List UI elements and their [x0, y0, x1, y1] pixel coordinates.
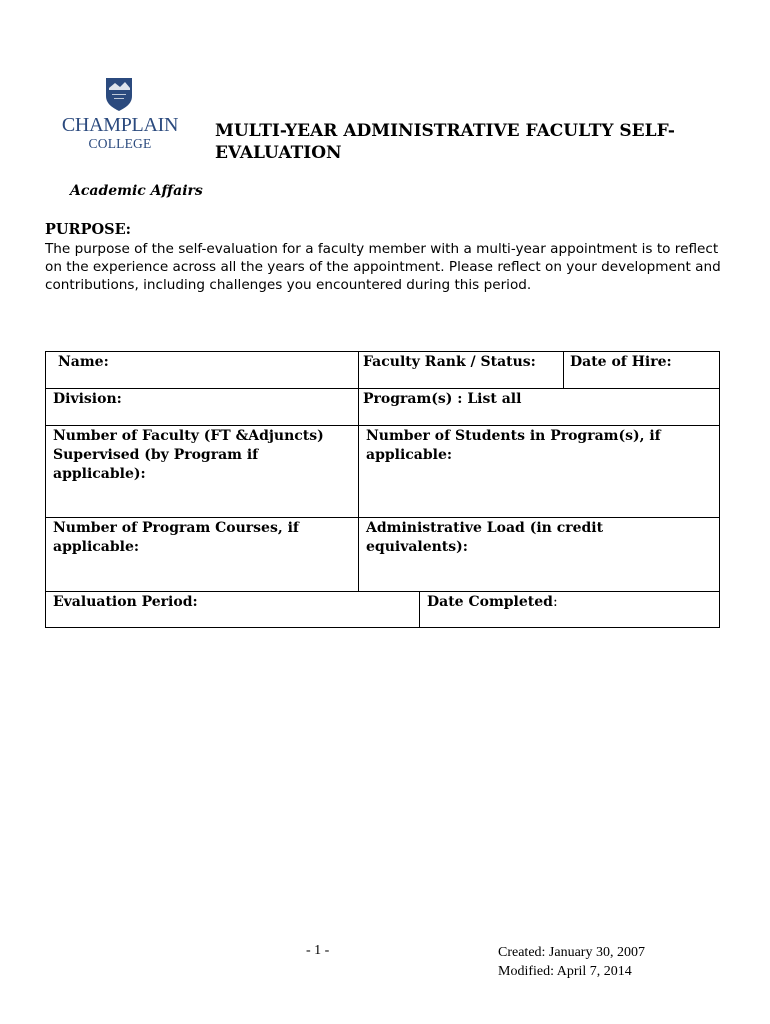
page-title: MULTI-YEAR ADMINISTRATIVE FACULTY SELF-EVALUATION	[215, 121, 675, 163]
num-courses-field-label: Number of Program Courses, if applicable:	[53, 520, 299, 555]
modified-date: Modified: April 7, 2014	[498, 964, 632, 979]
purpose-text: The purpose of the self-evaluation for a faculty member with a multi-year appointment is to reflect on the experience across all the years of the appointment. Please reflect on your development and contributions, including challenges you encountered during this period.	[45, 241, 721, 293]
division-field-label: Division:	[53, 391, 122, 407]
purpose-heading: PURPOSE:	[45, 221, 132, 238]
shield-icon	[103, 76, 135, 112]
programs-field-label: Program(s) : List all	[363, 391, 522, 407]
evaluation-form-table	[45, 351, 720, 628]
logo-wordmark: CHAMPLAIN	[61, 114, 179, 136]
evaluation-period-field-label: Evaluation Period:	[53, 594, 198, 610]
admin-load-field-label: Administrative Load (in credit equivalents):	[366, 520, 604, 555]
college-logo	[60, 76, 180, 156]
document-dates	[498, 943, 645, 981]
num-faculty-field-label: Number of Faculty (FT &Adjuncts) Supervised (by Program if applicable):	[53, 428, 324, 482]
department-label: Academic Affairs	[70, 183, 203, 199]
logo-subtitle: COLLEGE	[88, 136, 152, 151]
faculty-rank-field-label: Faculty Rank / Status:	[363, 354, 536, 370]
date-completed-field-label: Date Completed:	[427, 594, 558, 610]
name-field-label: Name:	[58, 354, 109, 370]
page-number: - 1 -	[306, 943, 330, 958]
num-students-field-label: Number of Students in Program(s), if applicable:	[366, 428, 661, 463]
date-of-hire-field-label: Date of Hire:	[570, 354, 672, 370]
created-date: Created: January 30, 2007	[498, 945, 645, 960]
